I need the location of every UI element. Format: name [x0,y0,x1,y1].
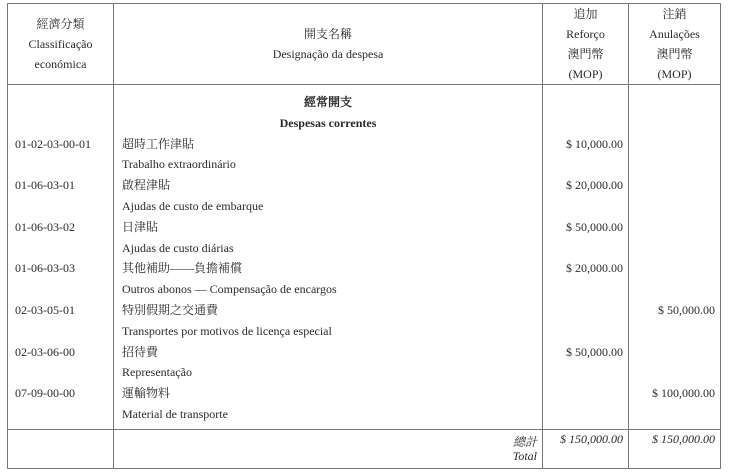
table-row [8,362,721,383]
header-designation: 開支名稱 Designação da despesa [114,4,543,85]
total-anulacoes: $ 150,000.00 [629,429,721,468]
table-row [8,238,721,259]
header-reforco: 追加 Reforço 澳門幣 (MOP) [543,4,629,85]
row-desc-zh: 招待費 [114,342,543,363]
table-row [8,279,721,300]
row-reforco: $ 10,000.00 [543,134,629,155]
table-row [8,300,721,321]
row-code: 07-09-00-00 [8,383,114,404]
row-code: 01-02-03-00-01 [8,134,114,155]
row-anulacoes [629,258,721,279]
row-code: 02-03-05-01 [8,300,114,321]
row-desc-zh: 其他補助——負擔補償 [114,258,543,279]
row-code: 01-06-03-01 [8,175,114,196]
row-desc-zh: 啟程津貼 [114,175,543,196]
table-row [8,196,721,217]
table-row [8,342,721,363]
row-anulacoes [629,175,721,196]
row-desc-pt: Representação [114,362,543,383]
budget-table [7,3,721,469]
total-reforco: $ 150,000.00 [543,429,629,468]
section-title-row [8,92,721,113]
table-row [8,321,721,342]
row-desc-pt: Outros abonos — Compensação de encargos [114,279,543,300]
row-desc-pt: Transportes por motivos de licença especial [114,321,543,342]
row-anulacoes [629,217,721,238]
row-code: 01-06-03-02 [8,217,114,238]
row-reforco: $ 20,000.00 [543,175,629,196]
section-title-row [8,113,721,134]
row-reforco [543,300,629,321]
total-label: 總計 Total [114,429,543,468]
row-desc-zh: 日津貼 [114,217,543,238]
row-desc-pt: Trabalho extraordinário [114,154,543,175]
row-desc-pt: Material de transporte [114,404,543,425]
row-desc-pt: Ajudas de custo diárias [114,238,543,259]
table-row [8,134,721,155]
section-title-pt: Despesas correntes [114,113,543,134]
row-code: 01-06-03-03 [8,258,114,279]
table-row [8,383,721,404]
table-row [8,404,721,425]
row-anulacoes: $ 100,000.00 [629,383,721,404]
row-reforco [543,383,629,404]
row-reforco: $ 50,000.00 [543,342,629,363]
row-reforco: $ 20,000.00 [543,258,629,279]
row-anulacoes [629,134,721,155]
table-row [8,217,721,238]
table-header-row [8,4,721,85]
row-desc-zh: 運輸物料 [114,383,543,404]
row-anulacoes: $ 50,000.00 [629,300,721,321]
table-row [8,258,721,279]
row-desc-zh: 特別假期之交通費 [114,300,543,321]
table-row [8,175,721,196]
total-row [8,429,721,468]
row-code: 02-03-06-00 [8,342,114,363]
table-row [8,154,721,175]
header-anulacoes: 注銷 Anulações 澳門幣 (MOP) [629,4,721,85]
section-title-zh: 經常開支 [114,92,543,113]
row-desc-zh: 超時工作津貼 [114,134,543,155]
header-classification: 經濟分類 Classificação económica [8,4,114,85]
row-desc-pt: Ajudas de custo de embarque [114,196,543,217]
table-body [8,85,721,469]
row-reforco: $ 50,000.00 [543,217,629,238]
row-anulacoes [629,342,721,363]
